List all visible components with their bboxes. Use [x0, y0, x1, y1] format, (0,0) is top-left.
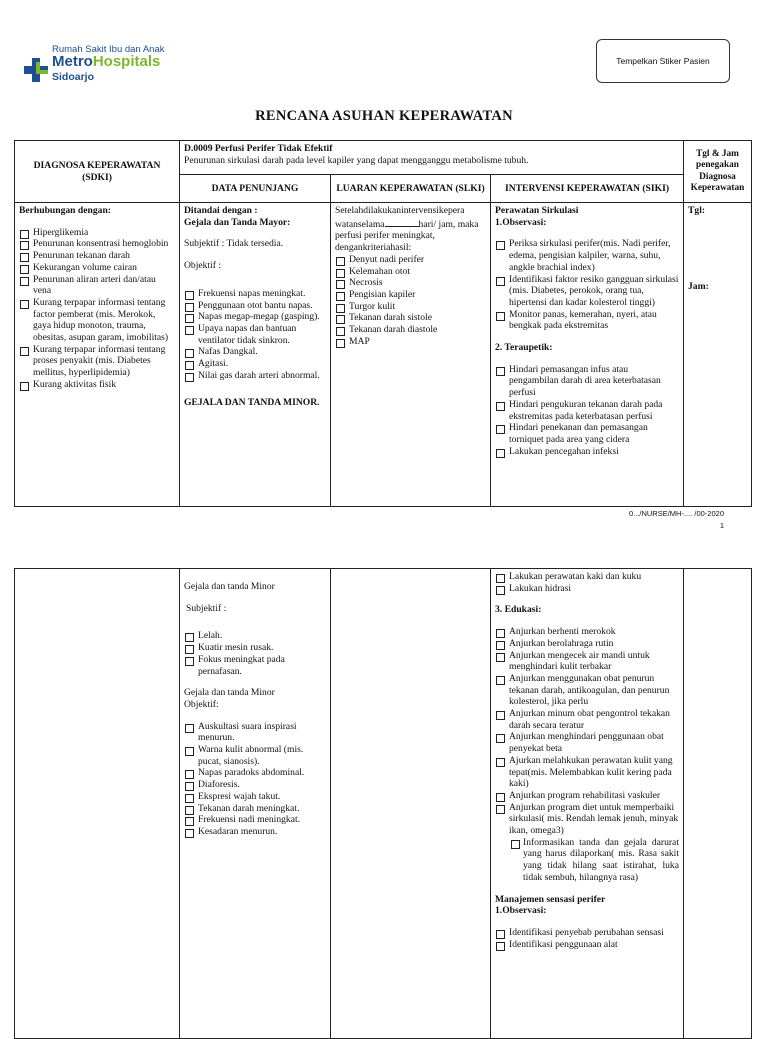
checkbox-item[interactable]: Lakukan hidrasi [495, 583, 679, 595]
checkbox-item[interactable]: Hindari pemasangan infus atau pengambilan darah di area keterbatasan perfusi [495, 364, 679, 399]
diagnosis-cell [180, 141, 684, 175]
col-luaran-p2 [331, 569, 491, 1039]
jam-label: Jam: [688, 280, 709, 292]
manajemen-heading: Manajemen sensasi perifer [495, 893, 606, 905]
intervensi-header: INTERVENSI KEPERAWATAN (SIKI) [491, 175, 684, 203]
checkbox-item[interactable]: Warna kulit abnormal (mis. pucat, sianosis). [184, 744, 326, 767]
checkbox-item[interactable]: Monitor panas, kemerahan, nyeri, atau bengkak pada ekstremitas [495, 309, 679, 332]
tgl-header: Tgl & Jam penegakan Diagnosa Keperawatan [684, 141, 752, 203]
checkbox-item[interactable]: Ajurkan melahkukan perawatan kulit yang tepat(mis. Melembabkan kulit kering pada kaki) [495, 755, 679, 790]
checkbox-item[interactable]: Lakukan perawatan kaki dan kuku [495, 571, 679, 583]
col-tgl-jam-p2 [684, 569, 752, 1039]
col-tgl-jam [684, 203, 752, 507]
observasi-heading: 1.Observasi: [495, 216, 547, 228]
tgl-label: Tgl: [688, 205, 706, 216]
berhubungan-heading: Berhubungan dengan: [19, 205, 111, 216]
checkbox-item[interactable]: Necrosis [335, 277, 486, 289]
col-berhubungan-p2 [15, 569, 180, 1039]
checkbox-item[interactable]: Hindari pengukuran tekanan darah pada ekstremitas pada keterbatasan perfusi [495, 399, 679, 422]
ditandai-label: Ditandai dengan : [184, 205, 258, 216]
checkbox-item[interactable]: Ekspresi wajah takut. [184, 791, 326, 803]
checkbox-item[interactable]: Anjurkan program rehabilitasi vaskuler [495, 790, 679, 802]
checkbox-item[interactable]: Pengisian kapiler [335, 289, 486, 301]
luaran-header: LUARAN KEPERAWATAN (SLKI) [331, 175, 491, 203]
hospital-logo [22, 44, 192, 88]
checkbox-item[interactable]: Anjurkan berhenti merokok [495, 626, 679, 638]
checkbox-item[interactable]: Anjurkan program diet untuk memperbaiki sirkulasi( mis. Rendah lemak jenuh, minyak ikan, omega3) [495, 802, 679, 837]
care-plan-table-page1 [14, 140, 752, 507]
terapeutik-heading: 2. Teraupetik: [495, 342, 553, 354]
checkbox-item[interactable]: Identifikasi penggunaan alat [495, 939, 679, 951]
edukasi-heading: 3. Edukasi: [495, 604, 542, 616]
logo-top-text: Rumah Sakit Ibu dan Anak [52, 44, 165, 55]
mayor-heading: Gejala dan Tanda Mayor: [184, 216, 291, 228]
checkbox-item[interactable]: Napas paradoks abdominal. [184, 767, 326, 779]
checkbox-item[interactable]: Identifikasi penyebab perubahan sensasi [495, 927, 679, 939]
objektif-label: Objektif : [184, 260, 222, 272]
checkbox-item[interactable]: Nilai gas darah arteri abnormal. [184, 370, 326, 382]
checkbox-item[interactable]: Lelah. [184, 630, 326, 642]
checkbox-item[interactable]: Kurang terpapar informasi tentang proses penyakit (mis. Diabetes mellitus, hyperlipidemia) [19, 344, 175, 379]
form-code: 0.../NURSE/MH-.... /00-2020 [628, 509, 724, 518]
col-data-penunjang-p2 [180, 569, 331, 1039]
luaran-intro-a: Setelahdilakukanintervensikepera watanselama [335, 205, 465, 230]
checkbox-item[interactable]: Frekuensi nadi meningkat. [184, 814, 326, 826]
logo-city: Sidoarjo [52, 71, 95, 83]
duration-blank[interactable] [385, 217, 419, 227]
checkbox-item[interactable]: Identifikasi faktor resiko gangguan sirkulasi (mis. Diabetes, perokok, orang tua, hipertensi dan kadar kolesterol tinggi) [495, 274, 679, 309]
luaran-intro [335, 205, 486, 254]
diagnosis-code: D.0009 Perfusi Perifer Tidak Efektif [184, 143, 333, 154]
checkbox-item[interactable]: Penurunan aliran arteri dan/atau vena [19, 274, 175, 297]
checkbox-item[interactable]: Anjurkan minum obat pengontrol tekakan darah secara teratur [495, 708, 679, 731]
checkbox-item[interactable]: Upaya napas dan bantuan ventilator tidak sinkron. [184, 323, 326, 346]
checkbox-item[interactable]: Kekurangan volume cairan [19, 262, 175, 274]
checkbox-item[interactable]: Kelemahan otot [335, 266, 486, 278]
document-footer [629, 508, 724, 532]
page-number: 1 [719, 521, 724, 530]
col-intervensi [491, 203, 684, 507]
minor-label-2: Gejala dan tanda Minor [184, 687, 275, 699]
perawatan-heading: Perawatan Sirkulasi [495, 205, 579, 216]
checkbox-item[interactable]: Tekanan darah sistole [335, 312, 486, 324]
checkbox-item[interactable]: Turgor kulit [335, 301, 486, 313]
checkbox-item[interactable]: Frekuensi napas meningkat. [184, 288, 326, 300]
p2-subjektif-label: Subjektif : [186, 602, 227, 614]
checkbox-item[interactable]: Fokus meningkat pada pernafasan. [184, 654, 326, 677]
col-intervensi-p2 [491, 569, 684, 1039]
checkbox-item[interactable]: Tekanan darah meningkat. [184, 803, 326, 815]
logo-brand [52, 53, 160, 70]
checkbox-item[interactable]: Penurunan konsentrasi hemoglobin [19, 238, 175, 250]
checkbox-item[interactable]: Kesadaran menurun. [184, 826, 326, 838]
logo-metro: Metro [52, 53, 93, 70]
checkbox-subitem[interactable]: Informasikan tanda dan gejala darurat yang harus dilaporkan( mis. Rasa sakit yang tidak hilang saat istirahat, luka tidak sembuh, hilangnya rasa) [495, 837, 679, 884]
diagnosis-definition: Penurunan sirkulasi darah pada level kapiler yang dapat mengganggu metabolisme tubuh. [184, 154, 529, 166]
checkbox-item[interactable]: Nafas Dangkal. [184, 346, 326, 358]
checkbox-item[interactable]: Anjurkan berolahraga rutin [495, 638, 679, 650]
col-berhubungan [15, 203, 180, 507]
p2-objektif-label: Objektif: [184, 698, 219, 710]
checkbox-item[interactable]: Hindari penekanan dan pemasangan torniquet pada area yang cidera [495, 422, 679, 445]
minor-heading: GEJALA DAN TANDA MINOR. [184, 397, 320, 409]
logo-cross-icon [22, 56, 50, 84]
checkbox-item[interactable]: Anjurkan mengecek air mandi untuk menghindari kulit terbakar [495, 650, 679, 673]
checkbox-item[interactable]: Kuatir mesin rusak. [184, 642, 326, 654]
checkbox-item[interactable]: Anjurkan menghindari penggunaan obat penyekat beta [495, 731, 679, 754]
checkbox-item[interactable]: Hiperglikemia [19, 227, 175, 239]
checkbox-item[interactable]: Periksa sirkulasi perifer(mis. Nadi perifer, edema, pengisian kalpiler, warna, suhu, angkle brachial index) [495, 238, 679, 273]
checkbox-item[interactable]: Penurunan tekanan darah [19, 250, 175, 262]
luaran-intro-b: hari/ jam, maka perfusi perifer meningkat, dengankriteriahasil: [335, 218, 479, 254]
page-title: RENCANA ASUHAN KEPERAWATAN [255, 108, 513, 124]
checkbox-item[interactable]: Penggunaan otot bantu napas. [184, 300, 326, 312]
checkbox-item[interactable]: Auskultasi suara inspirasi menurun. [184, 721, 326, 744]
col-data-penunjang [180, 203, 331, 507]
checkbox-item[interactable]: Diaforesis. [184, 779, 326, 791]
checkbox-item[interactable]: Tekanan darah diastole [335, 324, 486, 336]
data-penunjang-header: DATA PENUNJANG [180, 175, 331, 203]
checkbox-item[interactable]: Napas megap-megap (gasping). [184, 311, 326, 323]
col-luaran [331, 203, 491, 507]
patient-sticker-box: Tempelkan Stiker Pasien [596, 39, 730, 83]
checkbox-item[interactable]: Kurang terpapar informasi tentang factor pemberat (mis. Merokok, gaya hidup monoton, trauma, obesitas, asupan garam, imobilitas) [19, 297, 175, 344]
care-plan-table-page2 [14, 568, 752, 1039]
checkbox-item[interactable]: MAP [335, 336, 486, 348]
subjektif-text: Subjektif : Tidak tersedia. [184, 238, 284, 250]
checkbox-item[interactable]: Agitasi. [184, 358, 326, 370]
checkbox-item[interactable]: Denyut nadi perifer [335, 254, 486, 266]
minor-label: Gejala dan tanda Minor [184, 581, 275, 592]
observasi2-heading: 1.Observasi: [495, 905, 547, 917]
checkbox-item[interactable]: Lakukan pencegahan infeksi [495, 446, 679, 458]
checkbox-item[interactable]: Kurang aktivitas fisik [19, 379, 175, 391]
diagnosa-header: DIAGNOSA KEPERAWATAN (SDKI) [15, 141, 180, 203]
logo-hospitals: Hospitals [92, 53, 161, 70]
checkbox-item[interactable]: Anjurkan menggunakan obat penurun tekanan darah, antikoagulan, dan penurun kolesterol, jika perlu [495, 673, 679, 708]
